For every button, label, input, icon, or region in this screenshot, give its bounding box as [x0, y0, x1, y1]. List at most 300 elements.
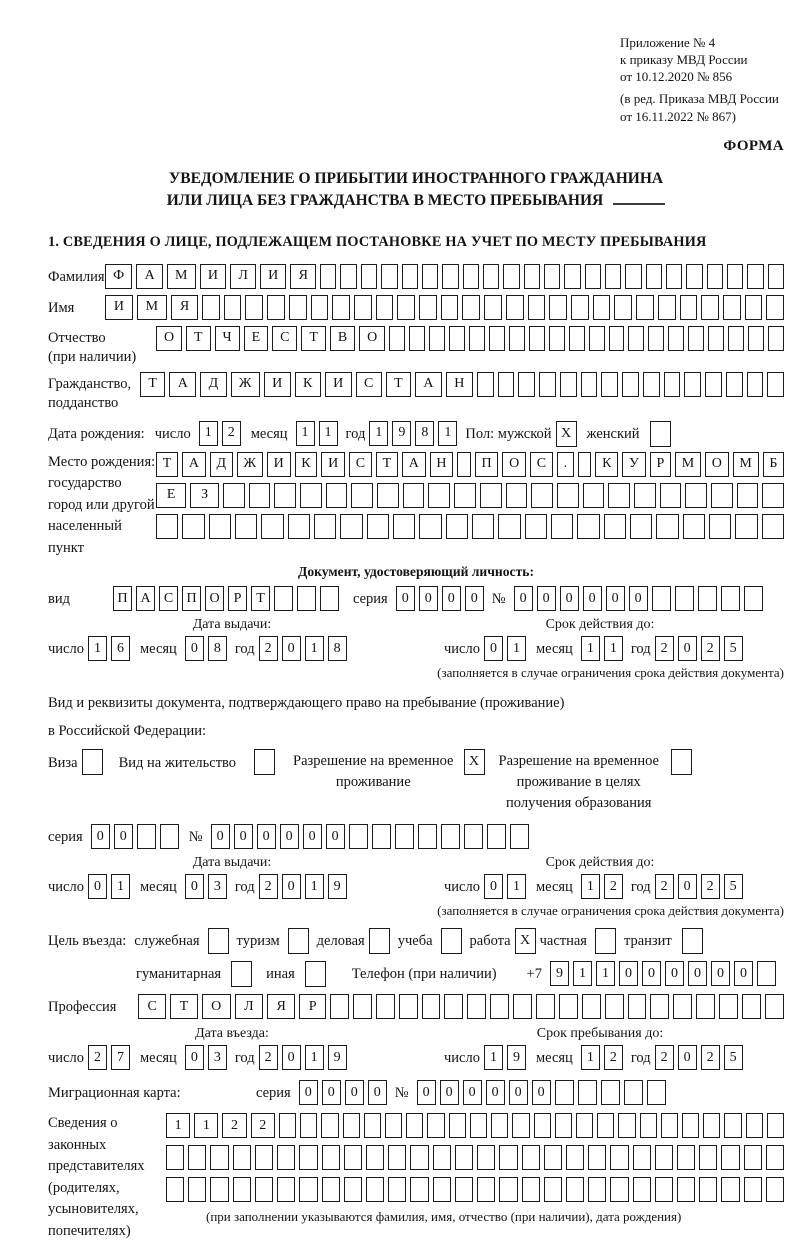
char-cell[interactable]: [633, 1145, 651, 1170]
char-cell[interactable]: [467, 994, 486, 1019]
char-cell[interactable]: 0: [537, 586, 556, 611]
char-cell[interactable]: 0: [91, 824, 110, 849]
char-cell[interactable]: 1: [581, 636, 600, 661]
char-cell[interactable]: [628, 994, 647, 1019]
char-cell[interactable]: [444, 994, 463, 1019]
char-cell[interactable]: [223, 483, 245, 508]
char-cell[interactable]: А: [182, 452, 206, 477]
char-cell[interactable]: 0: [465, 586, 484, 611]
char-cell[interactable]: Ж: [231, 372, 260, 397]
char-cell[interactable]: 0: [88, 874, 107, 899]
purpose-work-checkbox[interactable]: X: [515, 928, 536, 954]
char-cell[interactable]: 9: [550, 961, 569, 986]
char-cell[interactable]: [636, 295, 654, 320]
char-cell[interactable]: [608, 483, 630, 508]
char-cell[interactable]: [766, 1145, 784, 1170]
char-cell[interactable]: В: [330, 326, 355, 351]
char-cell[interactable]: Я: [290, 264, 316, 289]
char-cell[interactable]: 8: [415, 421, 434, 446]
char-cell[interactable]: [343, 1113, 360, 1138]
char-cell[interactable]: 0: [234, 824, 253, 849]
char-cell[interactable]: 0: [678, 1045, 697, 1070]
char-cell[interactable]: [455, 1177, 473, 1202]
char-cell[interactable]: [381, 264, 397, 289]
char-cell[interactable]: [652, 586, 671, 611]
char-cell[interactable]: [361, 264, 377, 289]
char-cell[interactable]: [656, 514, 678, 539]
char-cell[interactable]: [744, 586, 763, 611]
char-cell[interactable]: Т: [386, 372, 411, 397]
char-cell[interactable]: [299, 1145, 317, 1170]
char-cell[interactable]: К: [295, 452, 318, 477]
char-cell[interactable]: [182, 514, 204, 539]
char-cell[interactable]: 0: [257, 824, 276, 849]
char-cell[interactable]: 0: [442, 586, 461, 611]
char-cell[interactable]: [510, 824, 529, 849]
char-cell[interactable]: [581, 372, 598, 397]
char-cell[interactable]: [506, 483, 528, 508]
char-cell[interactable]: [422, 994, 441, 1019]
char-cell[interactable]: 1: [604, 636, 623, 661]
purpose-business-checkbox[interactable]: [208, 928, 229, 954]
purpose-tourism-checkbox[interactable]: [288, 928, 309, 954]
char-cell[interactable]: 0: [678, 636, 697, 661]
char-cell[interactable]: С: [349, 452, 372, 477]
char-cell[interactable]: 0: [463, 1080, 482, 1105]
char-cell[interactable]: [767, 372, 784, 397]
char-cell[interactable]: [640, 1113, 657, 1138]
char-cell[interactable]: [210, 1145, 228, 1170]
char-cell[interactable]: [402, 264, 418, 289]
char-cell[interactable]: 1: [305, 874, 324, 899]
char-cell[interactable]: О: [156, 326, 182, 351]
char-cell[interactable]: [480, 483, 502, 508]
char-cell[interactable]: [441, 295, 459, 320]
char-cell[interactable]: 0: [440, 1080, 459, 1105]
char-cell[interactable]: 2: [655, 636, 674, 661]
char-cell[interactable]: [766, 295, 784, 320]
char-cell[interactable]: 9: [328, 874, 347, 899]
char-cell[interactable]: [261, 514, 283, 539]
char-cell[interactable]: 7: [111, 1045, 130, 1070]
char-cell[interactable]: [419, 514, 441, 539]
char-cell[interactable]: [624, 1080, 643, 1105]
char-cell[interactable]: 0: [280, 824, 299, 849]
char-cell[interactable]: [605, 994, 624, 1019]
char-cell[interactable]: 0: [642, 961, 661, 986]
char-cell[interactable]: [518, 372, 535, 397]
char-cell[interactable]: 0: [560, 586, 579, 611]
char-cell[interactable]: [566, 1177, 584, 1202]
char-cell[interactable]: 2: [701, 874, 720, 899]
char-cell[interactable]: [610, 1177, 628, 1202]
char-cell[interactable]: [688, 326, 704, 351]
char-cell[interactable]: 0: [322, 1080, 341, 1105]
char-cell[interactable]: [744, 1177, 762, 1202]
char-cell[interactable]: Ч: [215, 326, 240, 351]
char-cell[interactable]: Т: [251, 586, 270, 611]
char-cell[interactable]: [522, 1145, 540, 1170]
char-cell[interactable]: 2: [701, 1045, 720, 1070]
char-cell[interactable]: [524, 264, 540, 289]
char-cell[interactable]: [289, 295, 307, 320]
char-cell[interactable]: [277, 1177, 295, 1202]
char-cell[interactable]: [388, 1145, 406, 1170]
purpose-commercial-checkbox[interactable]: [369, 928, 390, 954]
char-cell[interactable]: [682, 1113, 699, 1138]
char-cell[interactable]: 2: [222, 421, 241, 446]
char-cell[interactable]: 1: [319, 421, 338, 446]
char-cell[interactable]: [487, 824, 506, 849]
char-cell[interactable]: [321, 1113, 338, 1138]
char-cell[interactable]: [484, 295, 502, 320]
char-cell[interactable]: 2: [222, 1113, 246, 1138]
char-cell[interactable]: Я: [171, 295, 198, 320]
char-cell[interactable]: [711, 483, 733, 508]
char-cell[interactable]: [422, 264, 438, 289]
char-cell[interactable]: 0: [326, 824, 345, 849]
char-cell[interactable]: [529, 326, 545, 351]
char-cell[interactable]: 9: [507, 1045, 526, 1070]
char-cell[interactable]: А: [136, 586, 155, 611]
char-cell[interactable]: 0: [185, 874, 204, 899]
char-cell[interactable]: [646, 264, 662, 289]
char-cell[interactable]: [544, 1177, 562, 1202]
char-cell[interactable]: [534, 1113, 551, 1138]
char-cell[interactable]: 2: [655, 874, 674, 899]
char-cell[interactable]: [499, 1177, 517, 1202]
char-cell[interactable]: 1: [507, 874, 526, 899]
char-cell[interactable]: [571, 295, 589, 320]
char-cell[interactable]: И: [267, 452, 291, 477]
char-cell[interactable]: 3: [208, 874, 227, 899]
char-cell[interactable]: [677, 1145, 695, 1170]
char-cell[interactable]: 8: [328, 636, 347, 661]
char-cell[interactable]: 1: [111, 874, 130, 899]
purpose-humanitarian-checkbox[interactable]: [231, 961, 252, 987]
char-cell[interactable]: Ф: [105, 264, 132, 289]
char-cell[interactable]: [560, 372, 577, 397]
char-cell[interactable]: [604, 514, 626, 539]
char-cell[interactable]: Я: [267, 994, 295, 1019]
char-cell[interactable]: 2: [259, 874, 278, 899]
char-cell[interactable]: [389, 326, 405, 351]
char-cell[interactable]: 0: [299, 1080, 318, 1105]
char-cell[interactable]: [188, 1177, 206, 1202]
char-cell[interactable]: [233, 1177, 251, 1202]
char-cell[interactable]: [614, 295, 632, 320]
char-cell[interactable]: [235, 514, 257, 539]
char-cell[interactable]: [658, 295, 676, 320]
char-cell[interactable]: [353, 994, 372, 1019]
char-cell[interactable]: Б: [763, 452, 785, 477]
char-cell[interactable]: 0: [734, 961, 753, 986]
char-cell[interactable]: И: [325, 372, 352, 397]
char-cell[interactable]: [705, 372, 722, 397]
char-cell[interactable]: [477, 372, 494, 397]
char-cell[interactable]: [506, 295, 524, 320]
char-cell[interactable]: Т: [170, 994, 197, 1019]
char-cell[interactable]: А: [415, 372, 442, 397]
char-cell[interactable]: [680, 295, 698, 320]
char-cell[interactable]: 0: [211, 824, 230, 849]
char-cell[interactable]: 1: [194, 1113, 218, 1138]
char-cell[interactable]: [288, 514, 310, 539]
char-cell[interactable]: 6: [111, 636, 130, 661]
char-cell[interactable]: 1: [581, 1045, 600, 1070]
char-cell[interactable]: [633, 1177, 651, 1202]
char-cell[interactable]: [503, 264, 519, 289]
char-cell[interactable]: [311, 295, 329, 320]
char-cell[interactable]: 0: [484, 636, 503, 661]
char-cell[interactable]: [376, 295, 394, 320]
char-cell[interactable]: [536, 994, 555, 1019]
char-cell[interactable]: А: [402, 452, 426, 477]
char-cell[interactable]: 0: [665, 961, 684, 986]
char-cell[interactable]: [767, 1113, 784, 1138]
char-cell[interactable]: [699, 1145, 717, 1170]
char-cell[interactable]: [483, 264, 499, 289]
char-cell[interactable]: К: [595, 452, 618, 477]
char-cell[interactable]: О: [705, 452, 729, 477]
char-cell[interactable]: [746, 1113, 763, 1138]
char-cell[interactable]: И: [200, 264, 226, 289]
char-cell[interactable]: [557, 483, 579, 508]
char-cell[interactable]: [683, 514, 705, 539]
char-cell[interactable]: 2: [604, 874, 623, 899]
char-cell[interactable]: [457, 452, 471, 477]
char-cell[interactable]: С: [356, 372, 382, 397]
char-cell[interactable]: [583, 483, 605, 508]
char-cell[interactable]: [477, 1145, 495, 1170]
char-cell[interactable]: .: [557, 452, 574, 477]
char-cell[interactable]: 0: [711, 961, 730, 986]
char-cell[interactable]: [499, 1145, 517, 1170]
char-cell[interactable]: 1: [484, 1045, 503, 1070]
char-cell[interactable]: 3: [208, 1045, 227, 1070]
char-cell[interactable]: 2: [251, 1113, 275, 1138]
char-cell[interactable]: [455, 1145, 473, 1170]
char-cell[interactable]: [410, 1145, 428, 1170]
char-cell[interactable]: О: [359, 326, 385, 351]
char-cell[interactable]: [449, 1113, 466, 1138]
char-cell[interactable]: 0: [629, 586, 648, 611]
char-cell[interactable]: Т: [186, 326, 211, 351]
char-cell[interactable]: 0: [282, 874, 301, 899]
char-cell[interactable]: [376, 994, 395, 1019]
char-cell[interactable]: [160, 824, 179, 849]
char-cell[interactable]: [559, 994, 578, 1019]
char-cell[interactable]: 1: [573, 961, 592, 986]
char-cell[interactable]: [549, 295, 567, 320]
char-cell[interactable]: [364, 1113, 381, 1138]
char-cell[interactable]: [418, 824, 437, 849]
char-cell[interactable]: 0: [619, 961, 638, 986]
char-cell[interactable]: [449, 326, 465, 351]
char-cell[interactable]: [597, 1113, 614, 1138]
char-cell[interactable]: [630, 514, 652, 539]
char-cell[interactable]: [410, 1177, 428, 1202]
char-cell[interactable]: Е: [244, 326, 269, 351]
char-cell[interactable]: П: [475, 452, 499, 477]
char-cell[interactable]: 1: [199, 421, 218, 446]
char-cell[interactable]: [673, 994, 692, 1019]
char-cell[interactable]: [707, 264, 723, 289]
char-cell[interactable]: Р: [650, 452, 671, 477]
char-cell[interactable]: 5: [724, 1045, 743, 1070]
char-cell[interactable]: [757, 961, 776, 986]
char-cell[interactable]: Д: [210, 452, 233, 477]
char-cell[interactable]: [202, 295, 220, 320]
char-cell[interactable]: [742, 994, 761, 1019]
char-cell[interactable]: 0: [514, 586, 533, 611]
char-cell[interactable]: [661, 1113, 678, 1138]
purpose-other-checkbox[interactable]: [305, 961, 326, 987]
char-cell[interactable]: [522, 1177, 540, 1202]
char-cell[interactable]: 0: [396, 586, 415, 611]
char-cell[interactable]: [366, 1145, 384, 1170]
char-cell[interactable]: [664, 372, 681, 397]
char-cell[interactable]: [385, 1113, 402, 1138]
char-cell[interactable]: [726, 372, 743, 397]
char-cell[interactable]: 5: [724, 874, 743, 899]
char-cell[interactable]: [300, 483, 322, 508]
char-cell[interactable]: М: [167, 264, 196, 289]
char-cell[interactable]: М: [733, 452, 759, 477]
char-cell[interactable]: [578, 1080, 597, 1105]
char-cell[interactable]: 1: [305, 636, 324, 661]
char-cell[interactable]: [395, 824, 414, 849]
char-cell[interactable]: 2: [604, 1045, 623, 1070]
char-cell[interactable]: А: [169, 372, 196, 397]
char-cell[interactable]: [377, 483, 399, 508]
char-cell[interactable]: 8: [208, 636, 227, 661]
char-cell[interactable]: [719, 994, 738, 1019]
char-cell[interactable]: [472, 514, 494, 539]
char-cell[interactable]: [601, 1080, 620, 1105]
char-cell[interactable]: [564, 264, 580, 289]
char-cell[interactable]: 1: [296, 421, 315, 446]
char-cell[interactable]: [728, 326, 744, 351]
char-cell[interactable]: [399, 994, 418, 1019]
char-cell[interactable]: 0: [345, 1080, 364, 1105]
char-cell[interactable]: [721, 1145, 739, 1170]
char-cell[interactable]: И: [321, 452, 345, 477]
char-cell[interactable]: С: [159, 586, 178, 611]
char-cell[interactable]: 0: [532, 1080, 551, 1105]
char-cell[interactable]: О: [202, 994, 231, 1019]
char-cell[interactable]: 1: [507, 636, 526, 661]
char-cell[interactable]: [464, 824, 483, 849]
char-cell[interactable]: Т: [156, 452, 178, 477]
char-cell[interactable]: [188, 1145, 206, 1170]
char-cell[interactable]: 2: [259, 636, 278, 661]
char-cell[interactable]: [442, 264, 458, 289]
char-cell[interactable]: 0: [417, 1080, 436, 1105]
char-cell[interactable]: [330, 994, 349, 1019]
char-cell[interactable]: [326, 483, 348, 508]
char-cell[interactable]: О: [502, 452, 526, 477]
char-cell[interactable]: [735, 514, 757, 539]
char-cell[interactable]: 1: [166, 1113, 190, 1138]
char-cell[interactable]: [588, 1145, 606, 1170]
purpose-transit-checkbox[interactable]: [682, 928, 703, 954]
char-cell[interactable]: [314, 514, 336, 539]
char-cell[interactable]: [605, 264, 621, 289]
char-cell[interactable]: [585, 264, 601, 289]
char-cell[interactable]: [747, 372, 764, 397]
char-cell[interactable]: [727, 264, 743, 289]
char-cell[interactable]: [491, 1113, 508, 1138]
char-cell[interactable]: [544, 1145, 562, 1170]
char-cell[interactable]: Л: [235, 994, 263, 1019]
char-cell[interactable]: [156, 514, 178, 539]
char-cell[interactable]: [354, 295, 372, 320]
char-cell[interactable]: [322, 1177, 340, 1202]
char-cell[interactable]: [513, 994, 532, 1019]
char-cell[interactable]: С: [272, 326, 297, 351]
char-cell[interactable]: [684, 372, 701, 397]
char-cell[interactable]: [332, 295, 350, 320]
char-cell[interactable]: [210, 1177, 228, 1202]
char-cell[interactable]: [454, 483, 476, 508]
char-cell[interactable]: [762, 514, 784, 539]
char-cell[interactable]: И: [264, 372, 291, 397]
char-cell[interactable]: [737, 483, 759, 508]
char-cell[interactable]: [566, 1145, 584, 1170]
char-cell[interactable]: 1: [305, 1045, 324, 1070]
char-cell[interactable]: С: [530, 452, 553, 477]
char-cell[interactable]: [666, 264, 682, 289]
purpose-private-checkbox[interactable]: [595, 928, 616, 954]
char-cell[interactable]: 0: [282, 636, 301, 661]
char-cell[interactable]: 1: [88, 636, 107, 661]
char-cell[interactable]: [747, 264, 763, 289]
char-cell[interactable]: [576, 1113, 593, 1138]
char-cell[interactable]: [593, 295, 611, 320]
char-cell[interactable]: [628, 326, 644, 351]
char-cell[interactable]: [647, 1080, 666, 1105]
char-cell[interactable]: 0: [185, 1045, 204, 1070]
char-cell[interactable]: Е: [156, 483, 186, 508]
char-cell[interactable]: С: [138, 994, 166, 1019]
char-cell[interactable]: [245, 295, 263, 320]
char-cell[interactable]: Т: [140, 372, 165, 397]
char-cell[interactable]: [768, 264, 784, 289]
char-cell[interactable]: [555, 1113, 572, 1138]
char-cell[interactable]: 0: [509, 1080, 528, 1105]
char-cell[interactable]: [489, 326, 505, 351]
temp-residence-checkbox[interactable]: X: [464, 749, 485, 775]
char-cell[interactable]: [609, 326, 625, 351]
edu-residence-checkbox[interactable]: [671, 749, 692, 775]
char-cell[interactable]: [255, 1145, 273, 1170]
purpose-study-checkbox[interactable]: [441, 928, 462, 954]
char-cell[interactable]: [498, 372, 515, 397]
char-cell[interactable]: [403, 483, 425, 508]
char-cell[interactable]: [745, 295, 763, 320]
char-cell[interactable]: [509, 326, 525, 351]
char-cell[interactable]: [344, 1177, 362, 1202]
char-cell[interactable]: М: [675, 452, 701, 477]
char-cell[interactable]: 0: [282, 1045, 301, 1070]
char-cell[interactable]: 2: [259, 1045, 278, 1070]
char-cell[interactable]: 9: [328, 1045, 347, 1070]
char-cell[interactable]: [634, 483, 656, 508]
char-cell[interactable]: 1: [581, 874, 600, 899]
char-cell[interactable]: [433, 1145, 451, 1170]
char-cell[interactable]: [721, 1177, 739, 1202]
